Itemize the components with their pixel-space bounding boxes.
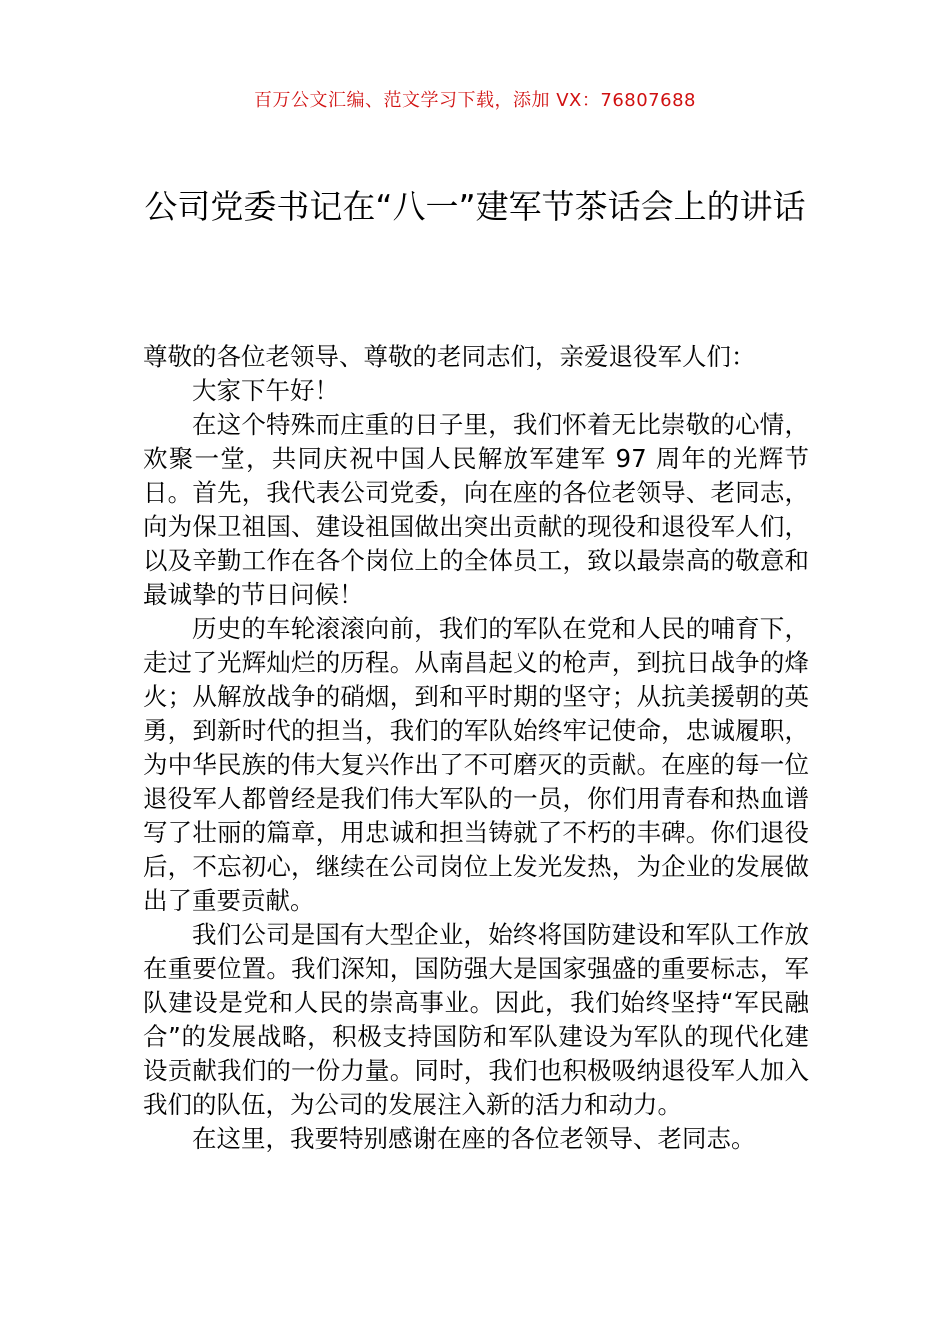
header-watermark-note: 百万公文汇编、范文学习下载，添加 VX：76807688 [254, 90, 696, 111]
paragraph: 历史的车轮滚滚向前，我们的军队在党和人民的哺育下，走过了光辉灿烂的历程。从南昌起义的枪声，到抗日战争的烽火；从解放战争的硝烟，到和平时期的坚守；从抗美援朝的英勇，到新时代的担当，我们的军队始终牢记使命，忠诚履职，为中华民族的伟大复兴作出了不可磨灭的贡献。在座的每一位退役军人都曾经是我们伟大军队的一员，你们用青春和热血谱写了壮丽的篇章，用忠诚和担当铸就了不朽的丰碑。你们退役后，不忘初心，继续在公司岗位上发光发热，为企业的发展做出了重要贡献。 [143, 614, 809, 915]
page-title: 公司党委书记在“八一”建军节茶话会上的讲话 [144, 187, 806, 226]
paragraph: 在这个特殊而庄重的日子里，我们怀着无比崇敬的心情，欢聚一堂，共同庆祝中国人民解放军建军 97 周年的光辉节日。首先，我代表公司党委，向在座的各位老领导、老同志，向为保卫祖国、建设祖国做出突出贡献的现役和退役军人们，以及辛勤工作在各个岗位上的全体员工，致以最崇高的敬意和最诚挚的节日问候！ [143, 410, 809, 609]
paragraph: 在这里，我要特别感谢在座的各位老领导、老同志。 [192, 1124, 756, 1153]
paragraph: 我们公司是国有大型企业，始终将国防建设和军队工作放在重要位置。我们深知，国防强大是国家强盛的重要标志，军队建设是党和人民的崇高事业。因此，我们始终坚持“军民融合”的发展战略，积极支持国防和军队建设为军队的现代化建设贡献我们的一份力量。同时，我们也积极吸纳退役军人加入我们的队伍，为公司的发展注入新的活力和动力。 [143, 920, 809, 1119]
salutation: 尊敬的各位老领导、尊敬的老同志们，亲爱退役军人们： [143, 342, 756, 371]
document-body [143, 340, 809, 1156]
paragraph: 大家下午好！ [192, 376, 339, 405]
